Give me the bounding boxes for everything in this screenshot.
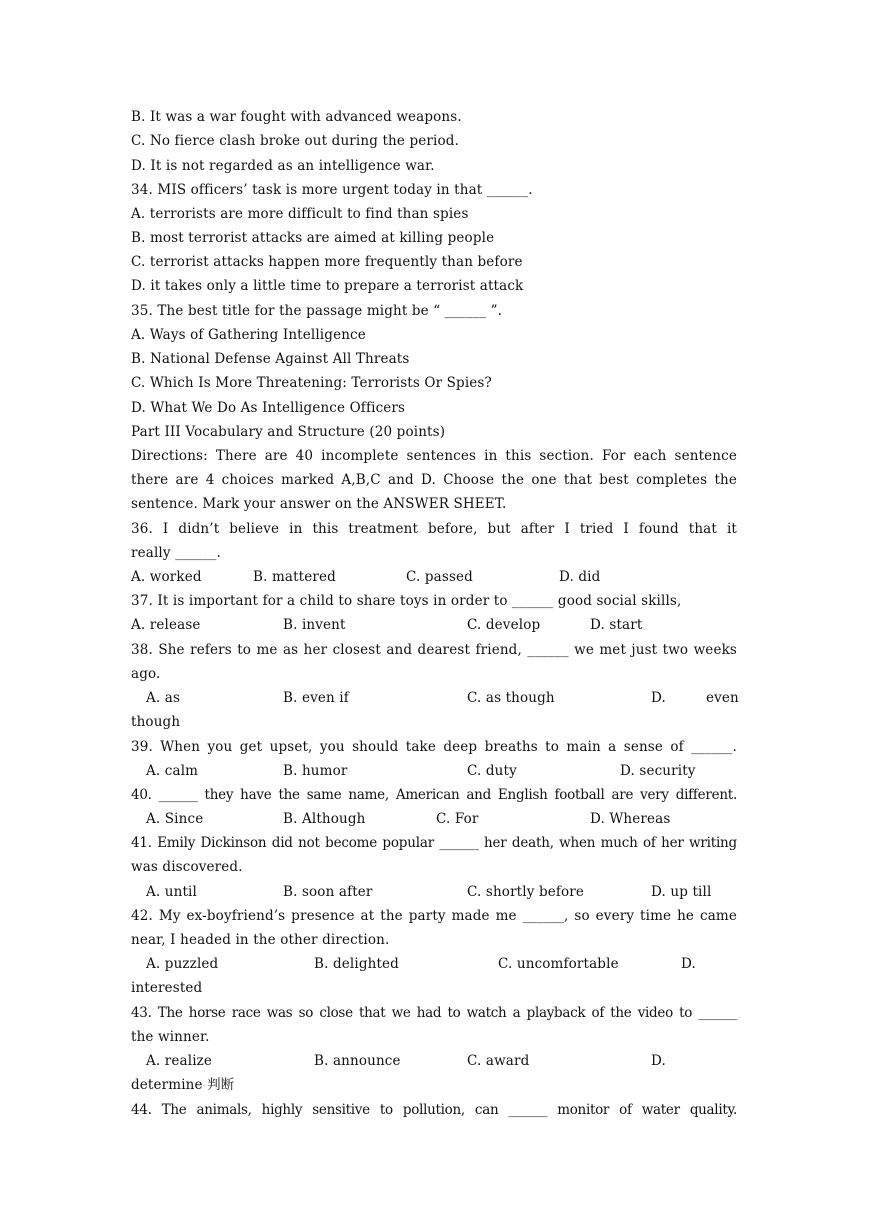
q35-option-b: B. National Defense Against All Threats	[131, 351, 410, 367]
q39-option-a: A. calm	[146, 763, 199, 779]
q42-option-d-letter: D.	[681, 956, 696, 972]
q39-option-b: B. humor	[283, 763, 348, 779]
q41-option-b: B. soon after	[283, 884, 373, 900]
q38-option-b: B. even if	[283, 690, 349, 706]
q42-option-c: C. uncomfortable	[498, 956, 619, 972]
q38-option-d-text: even	[706, 690, 739, 706]
q41-option-d: D. up till	[651, 884, 712, 900]
q40-stem: 40. ______ they have the same name, American and English football are very different.	[131, 787, 737, 803]
q38-stem-line-1: 38. She refers to me as her closest and dearest friend, ______ we met just two weeks	[131, 642, 737, 658]
q36-stem-line-2: really ______.	[131, 545, 221, 561]
q37-option-a: A. release	[131, 617, 201, 633]
q36-option-c: C. passed	[406, 569, 473, 585]
q37-stem: 37. It is important for a child to share toys in order to ______ good social skills,	[131, 593, 682, 609]
directions-line-1: Directions: There are 40 incomplete sentences in this section. For each sentence	[131, 448, 737, 464]
q44-stem: 44. The animals, highly sensitive to pollution, can ______ monitor of water quality.	[131, 1102, 737, 1118]
q42-stem-line-2: near, I headed in the other direction.	[131, 932, 390, 948]
q34-option-d: D. it takes only a little time to prepare a terrorist attack	[131, 278, 524, 294]
q33-option-b: B. It was a war fought with advanced weapons.	[131, 109, 462, 125]
q34-stem: 34. MIS officers’ task is more urgent today in that ______.	[131, 182, 533, 198]
q41-option-c: C. shortly before	[467, 884, 585, 900]
q38-stem-line-2: ago.	[131, 666, 161, 682]
q35-option-d: D. What We Do As Intelligence Officers	[131, 400, 406, 416]
q38-option-d-letter: D.	[651, 690, 666, 706]
q37-option-b: B. invent	[283, 617, 346, 633]
q33-option-c: C. No fierce clash broke out during the period.	[131, 133, 459, 149]
q43-stem-line-2: the winner.	[131, 1029, 210, 1045]
directions-line-3: sentence. Mark your answer on the ANSWER SHEET.	[131, 496, 507, 512]
q42-option-d-continued: interested	[131, 980, 203, 996]
q41-option-a: A. until	[146, 884, 197, 900]
q35-option-a: A. Ways of Gathering Intelligence	[131, 327, 366, 343]
q41-stem-line-1: 41. Emily Dickinson did not become popular ______ her death, when much of her writing	[131, 835, 737, 851]
q43-option-d-continued: determine 判断	[131, 1077, 235, 1093]
q34-option-c: C. terrorist attacks happen more frequently than before	[131, 254, 523, 270]
q43-stem-line-1: 43. The horse race was so close that we had to watch a playback of the video to ______	[131, 1005, 737, 1021]
q41-stem-line-2: was discovered.	[131, 859, 243, 875]
q40-option-c: C. For	[436, 811, 479, 827]
q34-option-a: A. terrorists are more difficult to find than spies	[131, 206, 469, 222]
q36-stem-line-1: 36. I didn’t believe in this treatment before, but after I tried I found that it	[131, 521, 737, 537]
q43-option-a: A. realize	[146, 1053, 213, 1069]
q35-option-c: C. Which Is More Threatening: Terrorists Or Spies?	[131, 375, 492, 391]
q37-option-c: C. develop	[467, 617, 541, 633]
q35-stem: 35. The best title for the passage might be “ ______ ”.	[131, 303, 503, 319]
q33-option-d: D. It is not regarded as an intelligence war.	[131, 158, 435, 174]
q42-option-a: A. puzzled	[146, 956, 219, 972]
section-heading: Part III Vocabulary and Structure (20 points)	[131, 424, 446, 440]
q36-option-b: B. mattered	[253, 569, 336, 585]
q37-option-d: D. start	[590, 617, 643, 633]
q34-option-b: B. most terrorist attacks are aimed at killing people	[131, 230, 495, 246]
q40-option-a: A. Since	[146, 811, 204, 827]
q36-option-d: D. did	[559, 569, 601, 585]
q38-option-a: A. as	[146, 690, 181, 706]
q40-option-b: B. Although	[283, 811, 366, 827]
q43-option-b: B. announce	[314, 1053, 401, 1069]
directions-line-2: there are 4 choices marked A,B,C and D. Choose the one that best completes the	[131, 472, 737, 488]
q39-option-c: C. duty	[467, 763, 517, 779]
q42-stem-line-1: 42. My ex-boyfriend’s presence at the party made me ______, so every time he came	[131, 908, 737, 924]
q38-option-d-continued: though	[131, 714, 181, 730]
q39-stem: 39. When you get upset, you should take deep breaths to main a sense of ______.	[131, 739, 737, 755]
q42-option-b: B. delighted	[314, 956, 399, 972]
q38-option-c: C. as though	[467, 690, 555, 706]
q43-option-c: C. award	[467, 1053, 530, 1069]
q39-option-d: D. security	[620, 763, 696, 779]
q40-option-d: D. Whereas	[590, 811, 671, 827]
q43-option-d-letter: D.	[651, 1053, 666, 1069]
q36-option-a: A. worked	[131, 569, 202, 585]
